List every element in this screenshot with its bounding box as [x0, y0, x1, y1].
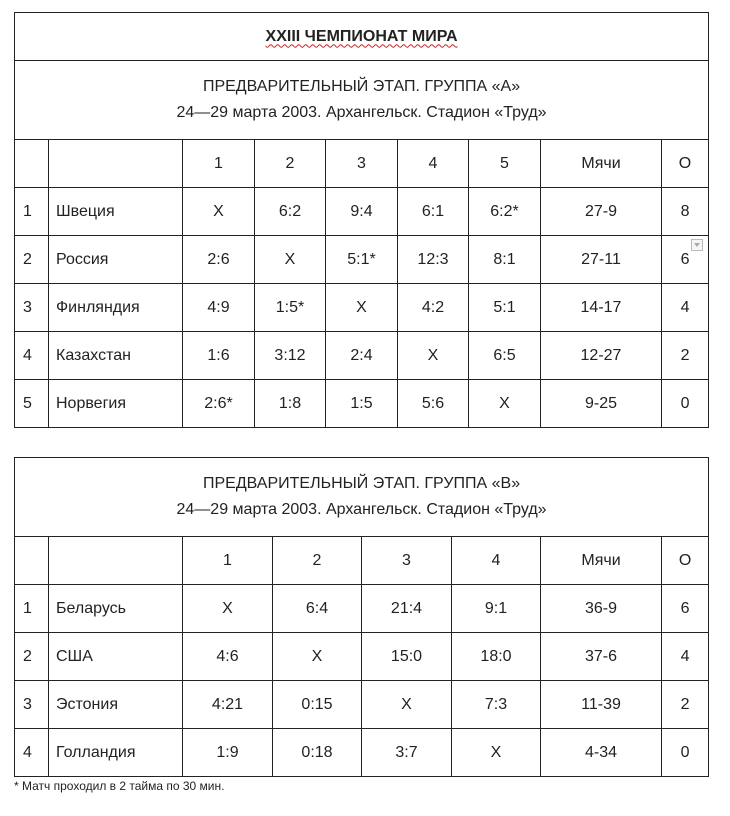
championship-title: XXIII ЧЕМПИОНАТ МИРА — [15, 13, 709, 61]
result-cell: 5:1* — [326, 236, 398, 284]
points-cell: 0 — [662, 729, 709, 777]
team-name: Швеция — [49, 188, 183, 236]
result-cell: 18:0 — [452, 633, 541, 681]
group-a-stage-cell — [15, 61, 709, 140]
row-num: 2 — [15, 633, 49, 681]
goals-cell: 11-39 — [541, 681, 662, 729]
result-cell: 1:5 — [326, 380, 398, 428]
group-a-date-place: 24—29 марта 2003. Архангельск. Стадион «Труд» — [176, 104, 547, 121]
table-row — [15, 681, 709, 729]
header-col: 3 — [326, 140, 398, 188]
table-row — [15, 188, 709, 236]
result-cell: 5:1 — [469, 284, 541, 332]
team-name: США — [49, 633, 183, 681]
group-b-header-row — [15, 537, 709, 585]
group-a-header-row — [15, 140, 709, 188]
result-cell: 7:3 — [452, 681, 541, 729]
result-cell: 6:5 — [469, 332, 541, 380]
result-cell: 6:1 — [398, 188, 469, 236]
group-a-table — [14, 12, 709, 428]
goals-cell: 27-9 — [541, 188, 662, 236]
result-cell: 1:9 — [183, 729, 273, 777]
points-cell: 6 — [662, 236, 709, 284]
row-num: 3 — [15, 284, 49, 332]
team-name: Голландия — [49, 729, 183, 777]
group-a-stage: ПРЕДВАРИТЕЛЬНЫЙ ЭТАП. ГРУППА «А» — [202, 78, 521, 96]
result-cell: Х — [362, 681, 452, 729]
team-name: Норвегия — [49, 380, 183, 428]
row-num: 5 — [15, 380, 49, 428]
result-cell: 5:6 — [398, 380, 469, 428]
points-cell: 4 — [662, 284, 709, 332]
result-cell: 3:12 — [255, 332, 326, 380]
points-cell: 0 — [662, 380, 709, 428]
result-cell: Х — [326, 284, 398, 332]
group-b-table — [14, 457, 709, 777]
header-col: 4 — [398, 140, 469, 188]
result-cell: 2:4 — [326, 332, 398, 380]
goals-cell: 36-9 — [541, 585, 662, 633]
result-cell: Х — [452, 729, 541, 777]
points-cell: 2 — [662, 332, 709, 380]
header-col: 2 — [255, 140, 326, 188]
points-cell: 8 — [662, 188, 709, 236]
result-cell: 15:0 — [362, 633, 452, 681]
header-num — [15, 537, 49, 585]
result-cell: 1:6 — [183, 332, 255, 380]
team-name: Эстония — [49, 681, 183, 729]
header-points: О — [662, 140, 709, 188]
dropdown-arrow-icon[interactable] — [691, 239, 703, 251]
result-cell: 12:3 — [398, 236, 469, 284]
table-row — [15, 236, 709, 284]
result-cell: Х — [469, 380, 541, 428]
header-num — [15, 140, 49, 188]
table-row — [15, 284, 709, 332]
row-num: 4 — [15, 332, 49, 380]
team-name: Россия — [49, 236, 183, 284]
result-cell: 9:1 — [452, 585, 541, 633]
table-row — [15, 380, 709, 428]
row-num: 2 — [15, 236, 49, 284]
table-row — [15, 729, 709, 777]
goals-cell: 9-25 — [541, 380, 662, 428]
result-cell: Х — [273, 633, 362, 681]
header-team — [49, 537, 183, 585]
result-cell: 0:18 — [273, 729, 362, 777]
goals-cell: 4-34 — [541, 729, 662, 777]
header-col: 1 — [183, 140, 255, 188]
goals-cell: 12-27 — [541, 332, 662, 380]
group-b-stage-cell — [15, 458, 709, 537]
result-cell: 1:8 — [255, 380, 326, 428]
row-num: 1 — [15, 585, 49, 633]
group-b-stage: ПРЕДВАРИТЕЛЬНЫЙ ЭТАП. ГРУППА «В» — [202, 475, 521, 493]
points-cell: 6 — [662, 585, 709, 633]
row-num: 1 — [15, 188, 49, 236]
table-row — [15, 585, 709, 633]
team-name: Казахстан — [49, 332, 183, 380]
goals-cell: 14-17 — [541, 284, 662, 332]
result-cell: 9:4 — [326, 188, 398, 236]
result-cell: Х — [183, 188, 255, 236]
group-b-date-place: 24—29 марта 2003. Архангельск. Стадион «Труд» — [176, 501, 547, 518]
header-goals: Мячи — [541, 140, 662, 188]
result-cell: 4:6 — [183, 633, 273, 681]
header-col: 3 — [362, 537, 452, 585]
points-cell: 4 — [662, 633, 709, 681]
result-cell: 1:5* — [255, 284, 326, 332]
table-row — [15, 332, 709, 380]
header-goals: Мячи — [541, 537, 662, 585]
points-cell: 2 — [662, 681, 709, 729]
header-col: 4 — [452, 537, 541, 585]
team-name: Финляндия — [49, 284, 183, 332]
row-num: 4 — [15, 729, 49, 777]
result-cell: 2:6* — [183, 380, 255, 428]
result-cell: Х — [398, 332, 469, 380]
table-row — [15, 633, 709, 681]
header-points: О — [662, 537, 709, 585]
footnote: * Матч проходил в 2 тайма по 30 мин. — [14, 779, 225, 793]
header-team — [49, 140, 183, 188]
goals-cell: 37-6 — [541, 633, 662, 681]
result-cell: Х — [183, 585, 273, 633]
result-cell: 8:1 — [469, 236, 541, 284]
result-cell: 4:2 — [398, 284, 469, 332]
result-cell: Х — [255, 236, 326, 284]
result-cell: 2:6 — [183, 236, 255, 284]
header-col: 2 — [273, 537, 362, 585]
header-col: 5 — [469, 140, 541, 188]
goals-cell: 27-11 — [541, 236, 662, 284]
result-cell: 4:21 — [183, 681, 273, 729]
row-num: 3 — [15, 681, 49, 729]
result-cell: 4:9 — [183, 284, 255, 332]
result-cell: 6:4 — [273, 585, 362, 633]
team-name: Беларусь — [49, 585, 183, 633]
result-cell: 21:4 — [362, 585, 452, 633]
result-cell: 6:2 — [255, 188, 326, 236]
result-cell: 3:7 — [362, 729, 452, 777]
result-cell: 0:15 — [273, 681, 362, 729]
result-cell: 6:2* — [469, 188, 541, 236]
header-col: 1 — [183, 537, 273, 585]
